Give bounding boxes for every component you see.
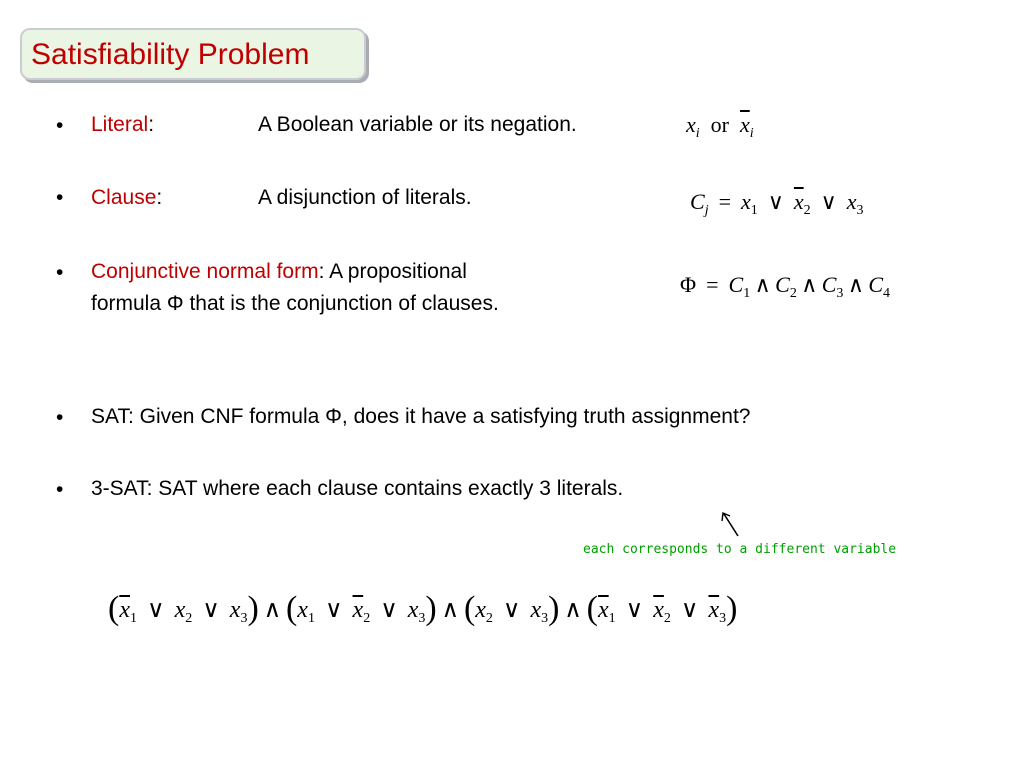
sat-line: SAT: Given CNF formula Φ, does it have a satisfying truth assignment? xyxy=(91,405,751,428)
bullet-dot: • xyxy=(56,114,64,137)
literal-math: $x_i$ or $\overline{x}_i$ xyxy=(686,112,754,141)
annotation-arrow xyxy=(718,510,742,540)
clause-line xyxy=(91,186,162,210)
bullet-dot: • xyxy=(56,261,64,284)
literal-line xyxy=(91,113,154,137)
clause-colon: : xyxy=(156,186,163,209)
bullet-dot: • xyxy=(56,186,64,209)
page-title: Satisfiability Problem xyxy=(31,38,310,71)
cnf-line-1 xyxy=(91,260,467,284)
or-word: or xyxy=(710,112,729,137)
clause-math: $C_j = x_1$ ∨ $\overline{x}_2$ ∨ $x_3$ xyxy=(690,189,864,218)
clause-term: Clause xyxy=(91,186,157,209)
three-sat-line: 3-SAT: SAT where each clause contains exactly 3 literals. xyxy=(91,477,624,500)
cnf-rest: : A propositional xyxy=(318,260,467,283)
literal-def: A Boolean variable or its negation. xyxy=(258,113,577,136)
annotation-note: each corresponds to a different variable xyxy=(583,542,897,557)
cnf-example-formula: ($\overline{x}_1$ ∨ $x_2$ ∨ $x_3$) ∧ ($x_1$ ∨ $\overline{x}_2$ ∨ $x_3$) ∧ ($x_2$ ∨ $x_3$) ∧ ($\overline{x}_1$ ∨ $\overline{x}_2$ ∨ $\overline{x}_3$) xyxy=(108,590,738,627)
cnf-math: $\Phi = C_1$ ∧ $C_2$ ∧ $C_3$ ∧ $C_4$ xyxy=(680,272,891,301)
literal-colon: : xyxy=(148,113,155,136)
cnf-term: Conjunctive normal form xyxy=(91,260,319,283)
cnf-line-2: formula Φ that is the conjunction of clauses. xyxy=(91,292,499,315)
literal-term: Literal xyxy=(91,113,149,136)
bullet-dot: • xyxy=(56,406,64,429)
bullet-dot: • xyxy=(56,478,64,501)
clause-def: A disjunction of literals. xyxy=(258,186,472,209)
